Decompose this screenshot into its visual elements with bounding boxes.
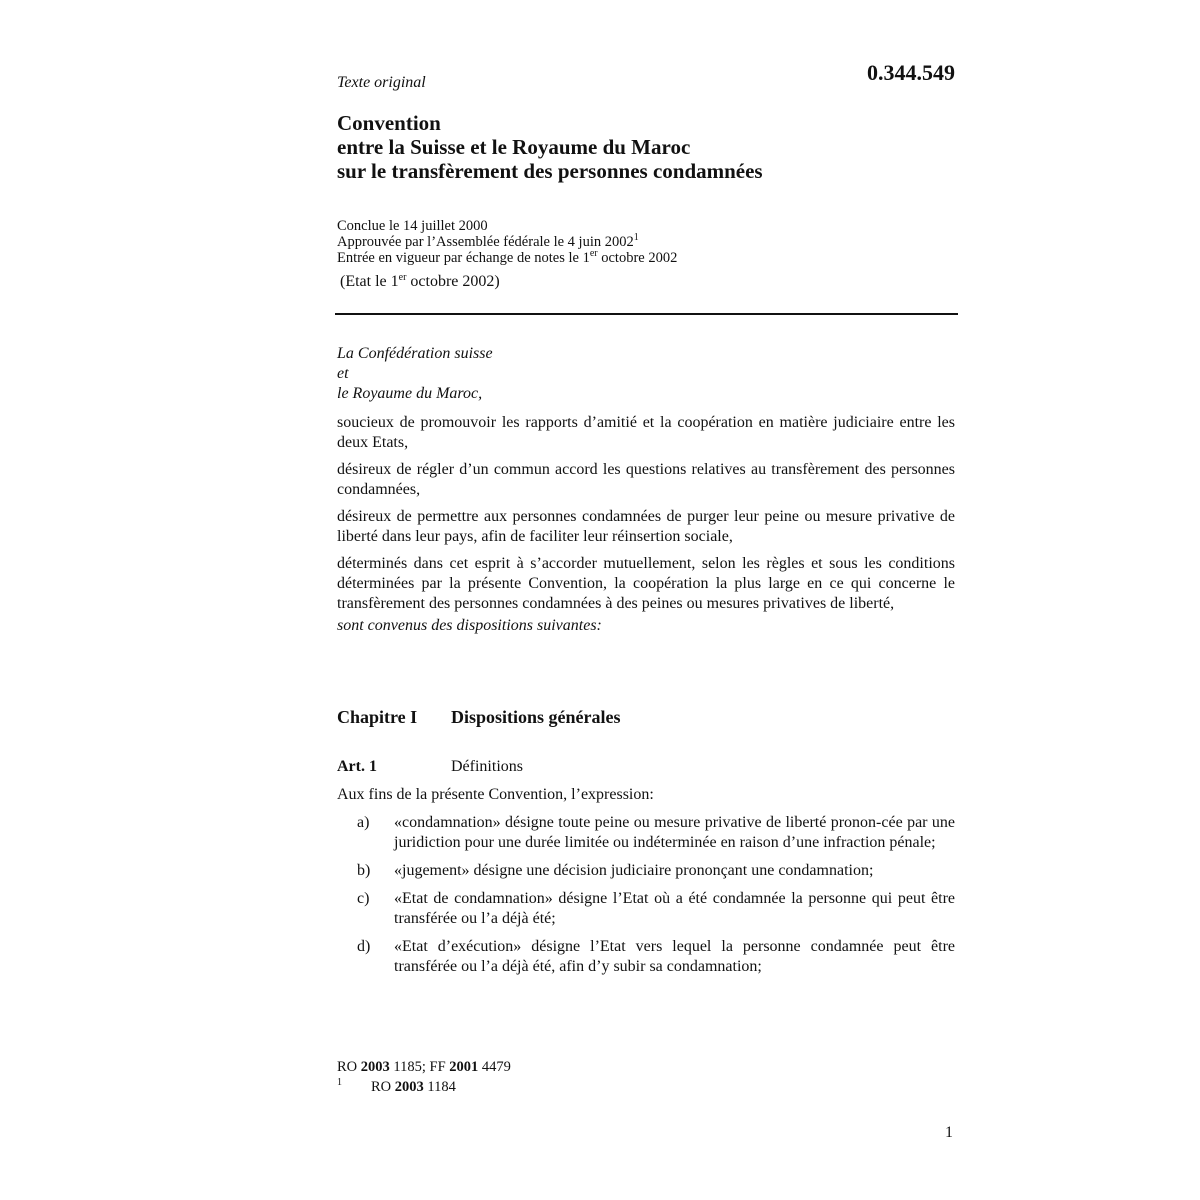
footnote-ref-1[interactable]: 1 (633, 232, 639, 243)
definition-item (337, 861, 955, 881)
party-morocco: le Royaume du Maroc, (337, 385, 483, 402)
ff-page: 4479 (481, 1059, 511, 1075)
item-text: «Etat d’exécution» désigne l’Etat vers lequel la personne condamnée peut être transférée ou l’a déjà été, afin d’y subir sa condamnation; (394, 938, 955, 975)
original-text-label: Texte original (337, 74, 426, 91)
ff-year: 2001 (449, 1059, 479, 1075)
approval-text: Approuvée par l’Assemblée fédérale le 4 juin 2002 (337, 234, 634, 250)
header-divider (335, 313, 958, 315)
definition-item (337, 889, 955, 929)
contracting-parties (337, 344, 493, 404)
footnotes (337, 1057, 511, 1097)
article-title: Définitions (451, 758, 523, 775)
preamble-paragraph: désireux de régler d’un commun accord les questions relatives au transfèrement des personnes condamnées, (337, 461, 955, 498)
preamble-paragraph: désireux de permettre aux personnes condamnées de purger leur peine ou mesure privative de liberté dans leur pays, afin de faciliter leur réinsertion sociale, (337, 508, 955, 545)
preamble-paragraph: soucieux de promouvoir les rapports d’amitié et la coopération en matière judiciaire entre les deux Etats, (337, 414, 955, 451)
state-text-end: octobre 2002) (406, 273, 500, 290)
footnote-1 (337, 1077, 511, 1097)
chapter-heading (337, 707, 621, 728)
ro-year: 2003 (360, 1059, 390, 1075)
footnote-mark: 1 (337, 1077, 342, 1088)
title-line-3: sur le transfèrement des personnes condamnées (337, 159, 763, 183)
article-intro: Aux fins de la présente Convention, l’expression: (337, 786, 654, 803)
entry-text-end: octobre 2002 (597, 250, 678, 266)
item-text: «jugement» désigne une décision judiciaire prononçant une condamnation; (394, 862, 874, 879)
state-text: (Etat le 1 (340, 273, 399, 290)
state-date (340, 273, 500, 291)
document-title (337, 111, 763, 183)
item-label: b) (357, 862, 371, 879)
article-heading (337, 758, 523, 776)
ro-page: 1185; FF (393, 1059, 446, 1075)
item-text: «condamnation» désigne toute peine ou mesure privative de liberté pronon-cée par une juridiction pour une durée limitée ou indéterminée en raison d’une infraction pénale; (394, 814, 955, 851)
preamble-paragraph: déterminés dans cet esprit à s’accorder mutuellement, selon les règles et sous les conditions déterminées par la présente Convention, la coopération la plus large en ce qui concerne le transfèrement des personnes condamnées à des peines ou mesures privatives de liberté, (337, 555, 955, 612)
sr-number: 0.344.549 (867, 60, 955, 85)
item-label: d) (357, 938, 371, 955)
party-switzerland: La Confédération suisse (337, 345, 493, 362)
document-page (337, 0, 955, 1200)
entry-into-force (337, 250, 677, 266)
concluded-date: Conclue le 14 juillet 2000 (337, 218, 488, 234)
enactment-metadata (337, 218, 677, 266)
definition-item (337, 937, 955, 977)
title-line-1: Convention (337, 111, 441, 135)
page-number: 1 (945, 1124, 953, 1141)
item-label: c) (357, 890, 370, 907)
chapter-title: Dispositions générales (451, 707, 621, 727)
item-label: a) (357, 814, 370, 831)
preamble-closing: sont convenus des dispositions suivantes: (337, 617, 602, 634)
article-number: Art. 1 (337, 758, 377, 775)
definition-list (337, 813, 955, 985)
approval-line (337, 234, 677, 250)
publication-reference (337, 1057, 511, 1077)
fn1-page: 1184 (427, 1079, 456, 1095)
definition-item (337, 813, 955, 853)
party-conjunction: et (337, 365, 349, 382)
ro-label: RO (337, 1059, 358, 1075)
item-text: «Etat de condamnation» désigne l’Etat où a été condamnée la personne qui peut être transférée ou l’a déjà été; (394, 890, 955, 927)
state-superscript: er (398, 272, 407, 283)
fn1-ro-label: RO (371, 1079, 392, 1095)
chapter-number: Chapitre I (337, 707, 418, 727)
entry-text: Entrée en vigueur par échange de notes le 1 (337, 250, 590, 266)
fn1-year: 2003 (394, 1079, 424, 1095)
entry-superscript: er (589, 248, 598, 259)
preamble (337, 413, 955, 643)
title-line-2: entre la Suisse et le Royaume du Maroc (337, 135, 691, 159)
